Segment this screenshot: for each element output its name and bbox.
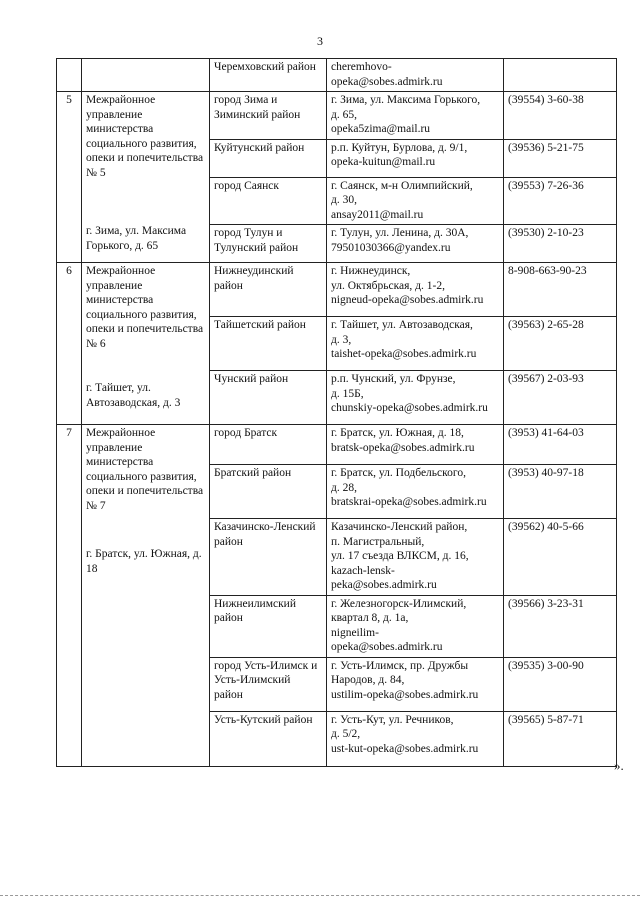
footer-rule (0, 895, 640, 896)
phone-cell (504, 177, 617, 225)
address-line: р.п. Куйтун, Бурлова, д. 9/1, (331, 141, 468, 154)
address-line: opeka-kuitun@mail.ru (331, 156, 436, 168)
district-name: Чунский район (214, 373, 289, 385)
address-line: г. Зима, ул. Максима Горького, (331, 94, 481, 106)
district-cell (210, 263, 327, 317)
phone-number: (39565) 5-87-71 (508, 713, 584, 726)
district-name: город Усть-Илимск и Усть-Илимский район (214, 659, 318, 701)
address-cell (327, 371, 504, 425)
phone-number: (3953) 41-64-03 (508, 427, 584, 439)
district-cell (210, 139, 327, 177)
address-cell (327, 139, 504, 177)
address-line: г. Саянск, м-н Олимпийский, (331, 179, 473, 192)
district-cell (210, 465, 327, 519)
district-cell (210, 59, 327, 92)
address-line: п. Магистральный, (331, 535, 425, 548)
address-line: д. 3, (331, 333, 352, 346)
address-line: д. 5/2, (331, 728, 361, 740)
agency-address: г. Тайшет, ул. Автозаводская, д. 3 (86, 382, 181, 409)
district-cell (210, 177, 327, 225)
address-line: ansay2011@mail.ru (331, 208, 424, 221)
phone-cell (504, 59, 617, 92)
phone-number: (3953) 40-97-18 (508, 467, 584, 479)
district-name: Куйтунский район (214, 141, 305, 154)
address-line: г. Усть-Кут, ул. Речников, (331, 713, 454, 726)
phone-cell (504, 465, 617, 519)
address-line: cheremhovo- (331, 61, 392, 73)
district-name: Нижнеудинский район (214, 265, 294, 292)
phone-number: (39535) 3-00-90 (508, 659, 584, 672)
address-line: Казачинско-Ленский район, (331, 521, 468, 533)
district-name: Усть-Кутский район (214, 713, 313, 726)
address-line: ustilim-opeka@sobes.admirk.ru (331, 688, 479, 701)
address-line: opeka@sobes.admirk.ru (331, 75, 443, 88)
agency-cell (82, 263, 210, 425)
address-line: nigneilim- (331, 626, 379, 639)
address-cell (327, 657, 504, 711)
address-line: chunskiy-opeka@sobes.admirk.ru (331, 402, 488, 414)
phone-number: (39530) 2-10-23 (508, 227, 584, 239)
district-cell (210, 519, 327, 596)
address-cell (327, 177, 504, 225)
address-line: квартал 8, д. 1а, (331, 612, 409, 624)
district-name: город Саянск (214, 179, 279, 192)
address-line: bratsk-opeka@sobes.admirk.ru (331, 441, 475, 454)
agency-cell (82, 92, 210, 263)
row-number-cell (57, 263, 82, 425)
district-cell (210, 425, 327, 465)
district-name: город Братск (214, 427, 278, 439)
address-line: ул. 17 съезда ВЛКСМ, д. 16, (331, 550, 469, 562)
row-number: 7 (66, 427, 72, 439)
district-cell (210, 711, 327, 766)
registry-table (56, 58, 617, 767)
address-line: opeka@sobes.admirk.ru (331, 641, 443, 653)
phone-cell (504, 519, 617, 596)
address-cell (327, 225, 504, 263)
address-line: р.п. Чунский, ул. Фрунзе, (331, 373, 456, 385)
district-name: город Зима и Зиминский район (214, 94, 301, 121)
row-number-cell (57, 92, 82, 263)
table-row (57, 263, 617, 317)
agency-address: г. Братск, ул. Южная, д. 18 (86, 548, 202, 575)
table-row (57, 59, 617, 92)
address-line: г. Тайшет, ул. Автозаводская, (331, 319, 473, 331)
phone-number: (39563) 2-65-28 (508, 319, 584, 331)
phone-cell (504, 371, 617, 425)
row-number-cell (57, 59, 82, 92)
district-name: Казачинско-Ленский район (214, 521, 316, 548)
phone-cell (504, 595, 617, 657)
address-cell (327, 317, 504, 371)
table-row (57, 425, 617, 465)
district-name: Черемховский район (214, 61, 316, 73)
district-cell (210, 317, 327, 371)
address-line: г. Железногорск-Илимский, (331, 597, 467, 610)
agency-cell (82, 425, 210, 767)
address-line: г. Тулун, ул. Ленина, д. 30А, (331, 227, 469, 239)
address-line: г. Братск, ул. Южная, д. 18, (331, 427, 464, 439)
row-number: 6 (66, 265, 72, 277)
phone-number: 8-908-663-90-23 (508, 265, 587, 277)
district-cell (210, 225, 327, 263)
phone-number: (39553) 7-26-36 (508, 179, 584, 192)
phone-cell (504, 139, 617, 177)
agency-address: г. Зима, ул. Максима Горького, д. 65 (86, 225, 187, 252)
agency-name: Межрайонное управление министерства социального развития, опеки и попечительства № 5 (86, 94, 204, 179)
address-line: д. 15Б, (331, 387, 364, 400)
address-line: peka@sobes.admirk.ru (331, 579, 437, 591)
address-line: kazach-lensk- (331, 564, 395, 577)
row-number: 5 (66, 94, 72, 106)
page-number: 3 (317, 34, 323, 48)
address-line: д. 28, (331, 481, 357, 494)
address-cell (327, 263, 504, 317)
phone-cell (504, 263, 617, 317)
address-line: д. 30, (331, 194, 357, 206)
address-line: г. Нижнеудинск, (331, 265, 411, 277)
address-cell (327, 425, 504, 465)
phone-number: (39536) 5-21-75 (508, 141, 584, 154)
district-name: город Тулун и Тулунский район (214, 227, 299, 254)
row-number-cell (57, 425, 82, 767)
registry-table-body (57, 59, 617, 767)
closing-quote-mark: ». (614, 758, 624, 773)
address-line: г. Братск, ул. Подбельского, (331, 467, 466, 479)
phone-number: (39567) 2-03-93 (508, 373, 584, 385)
agency-name: Межрайонное управление министерства социального развития, опеки и попечительства № 6 (86, 265, 204, 350)
address-line: 79501030366@yandex.ru (331, 241, 451, 254)
address-line: ул. Октябрьская, д. 1-2, (331, 279, 445, 292)
district-name: Братский район (214, 467, 292, 479)
phone-cell (504, 92, 617, 140)
address-cell (327, 519, 504, 596)
phone-cell (504, 425, 617, 465)
address-cell (327, 59, 504, 92)
phone-number: (39554) 3-60-38 (508, 94, 584, 106)
phone-cell (504, 657, 617, 711)
district-cell (210, 371, 327, 425)
address-line: opeka5zima@mail.ru (331, 123, 431, 135)
address-line: taishet-opeka@sobes.admirk.ru (331, 348, 477, 360)
address-line: г. Усть-Илимск, пр. Дружбы (331, 659, 469, 672)
address-cell (327, 711, 504, 766)
district-name: Тайшетский район (214, 319, 306, 331)
phone-number: (39562) 40-5-66 (508, 521, 584, 533)
district-cell (210, 92, 327, 140)
phone-cell (504, 225, 617, 263)
table-row (57, 92, 617, 140)
district-name: Нижнеилимский район (214, 597, 296, 624)
address-line: nigneud-opeka@sobes.admirk.ru (331, 294, 484, 306)
address-line: Народов, д. 84, (331, 674, 405, 686)
address-line: bratskrai-opeka@sobes.admirk.ru (331, 496, 487, 508)
phone-cell (504, 711, 617, 766)
agency-name: Межрайонное управление министерства социального развития, опеки и попечительства № 7 (86, 427, 204, 512)
phone-number: (39566) 3-23-31 (508, 597, 584, 610)
agency-cell (82, 59, 210, 92)
district-cell (210, 657, 327, 711)
district-cell (210, 595, 327, 657)
address-cell (327, 465, 504, 519)
address-line: д. 65, (331, 108, 357, 121)
address-line: ust-kut-opeka@sobes.admirk.ru (331, 742, 479, 755)
address-cell (327, 595, 504, 657)
address-cell (327, 92, 504, 140)
phone-cell (504, 317, 617, 371)
